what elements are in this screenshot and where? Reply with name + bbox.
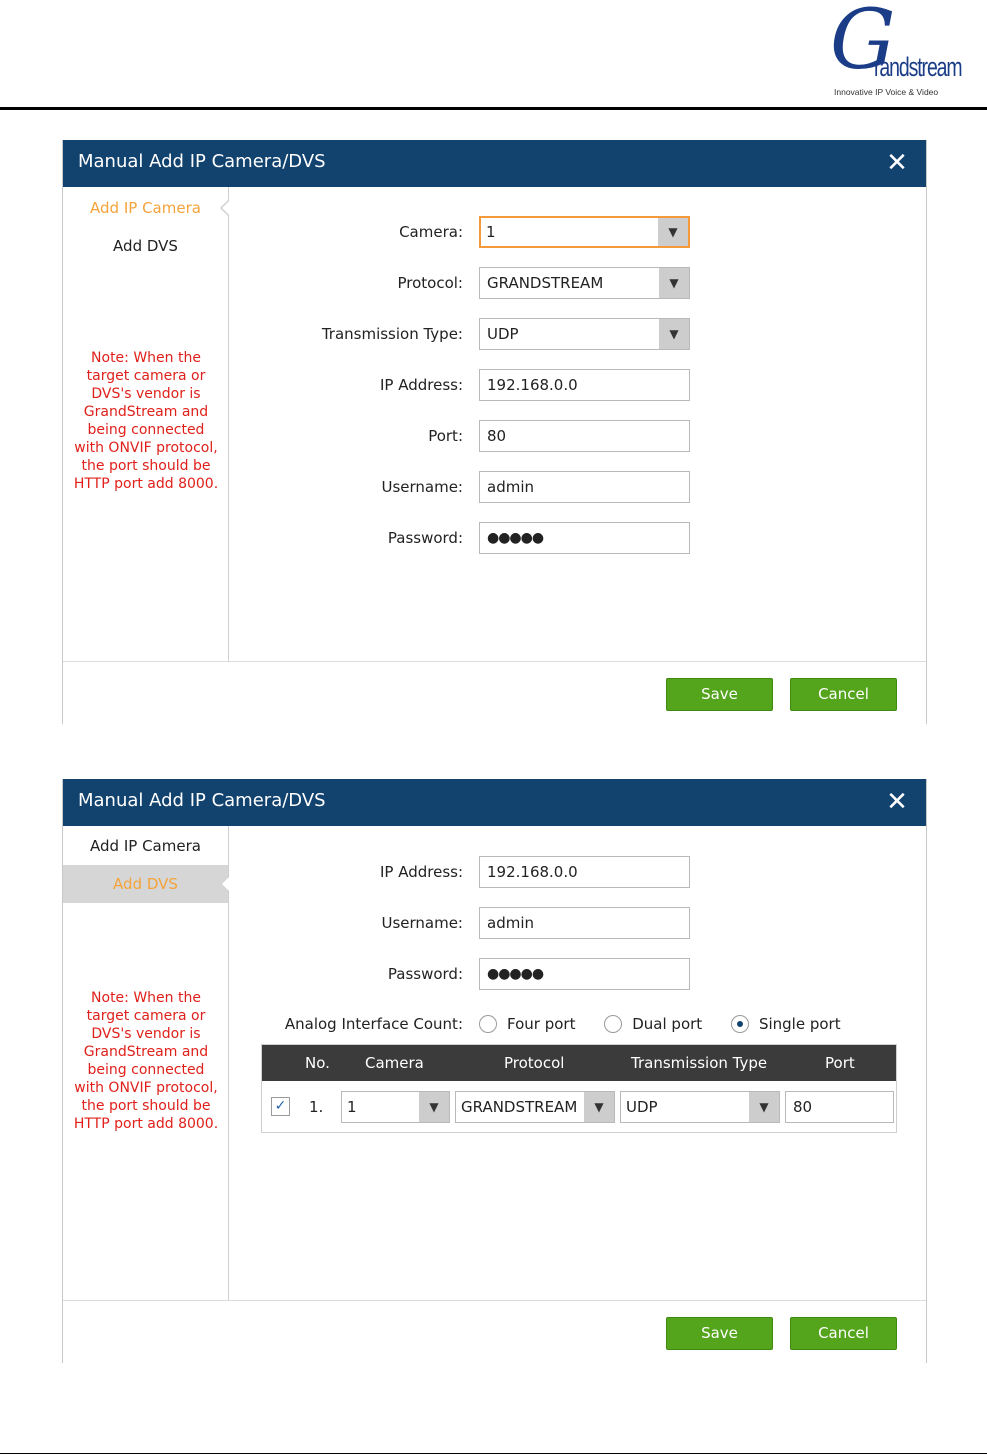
radio-checked-icon [731, 1015, 749, 1033]
logo-tagline: Innovative IP Voice & Video [834, 87, 939, 97]
camera-label: Camera: [399, 223, 463, 241]
radio-four-port[interactable] [479, 1008, 575, 1040]
row-transmission-value: UDP [626, 1098, 658, 1116]
ip-address-input[interactable]: 192.168.0.0 [479, 856, 690, 888]
username-input[interactable]: admin [479, 471, 690, 503]
row-camera-value: 1 [347, 1098, 357, 1116]
radio-single-port[interactable] [731, 1008, 841, 1040]
username-row [229, 471, 926, 503]
save-button[interactable]: Save [666, 678, 773, 711]
camera-row [229, 216, 926, 248]
vendor-note: Note: When the target camera or DVS's vendor is GrandStream and being connected with ONVIF protocol, the port should be HTTP port add 8000. [73, 350, 219, 492]
dialog-title-bar [63, 779, 926, 826]
column-header-port: Port [825, 1054, 855, 1072]
username-label: Username: [381, 914, 463, 932]
logo-wordmark: randstream [874, 52, 962, 82]
radio-unchecked-icon [604, 1015, 622, 1033]
radio-dual-port[interactable] [604, 1008, 702, 1040]
port-row [229, 420, 926, 452]
row-number: 1. [309, 1098, 324, 1116]
tab-add-dvs[interactable]: Add DVS [113, 237, 178, 255]
row-camera-select[interactable] [341, 1091, 450, 1123]
column-header-transmission: Transmission Type [631, 1054, 768, 1072]
dropdown-arrow-icon: ▼ [749, 1092, 779, 1122]
dropdown-arrow-icon: ▼ [419, 1092, 449, 1122]
analog-count-radio-group [479, 1008, 865, 1040]
ip-address-input[interactable]: 192.168.0.0 [479, 369, 690, 401]
dropdown-arrow-icon: ▼ [659, 319, 689, 349]
password-label: Password: [387, 529, 463, 547]
vendor-note: Note: When the target camera or DVS's vendor is GrandStream and being connected with ONVIF protocol, the port should be HTTP port add 8000. [73, 990, 219, 1132]
dropdown-arrow-icon: ▼ [658, 218, 688, 246]
tab-add-ip-camera[interactable]: Add IP Camera [90, 837, 201, 855]
ip-row [229, 369, 926, 401]
column-header-protocol: Protocol [504, 1054, 565, 1072]
dialog-sidebar [63, 187, 229, 661]
add-dvs-dialog [62, 779, 927, 1363]
tab-add-dvs[interactable]: Add DVS [63, 865, 228, 903]
ip-label: IP Address: [379, 863, 463, 881]
ip-row [229, 856, 926, 888]
protocol-label: Protocol: [397, 274, 463, 292]
column-header-camera: Camera [365, 1054, 424, 1072]
table-header [262, 1045, 896, 1081]
save-button[interactable]: Save [666, 1317, 773, 1350]
column-header-no: No. [305, 1054, 330, 1072]
close-icon[interactable]: ✕ [886, 148, 908, 178]
tab-add-ip-camera[interactable]: Add IP Camera [63, 189, 228, 227]
dialog-title: Manual Add IP Camera/DVS [78, 151, 326, 172]
radio-label: Dual port [632, 1015, 703, 1033]
check-icon: ✓ [274, 1098, 287, 1114]
password-input[interactable]: ●●●●● [479, 958, 690, 990]
radio-unchecked-icon [479, 1015, 497, 1033]
dialog-footer [63, 661, 926, 723]
cancel-button[interactable]: Cancel [790, 1317, 897, 1350]
dropdown-arrow-icon: ▼ [584, 1092, 614, 1122]
port-label: Port: [428, 427, 463, 445]
logo-letter: G [830, 0, 896, 88]
camera-value: 1 [486, 223, 496, 241]
table-row [262, 1081, 896, 1132]
cancel-button[interactable]: Cancel [790, 678, 897, 711]
transmission-row [229, 318, 926, 350]
port-input[interactable]: 80 [479, 420, 690, 452]
password-label: Password: [387, 965, 463, 983]
row-transmission-select[interactable] [620, 1091, 780, 1123]
protocol-row [229, 267, 926, 299]
dialog-footer [63, 1300, 926, 1362]
row-checkbox[interactable] [271, 1097, 290, 1116]
password-row [229, 522, 926, 554]
radio-label: Single port [758, 1015, 841, 1033]
username-label: Username: [381, 478, 463, 496]
dialog-sidebar [63, 826, 229, 1300]
camera-select[interactable] [479, 216, 690, 248]
dialog-title: Manual Add IP Camera/DVS [78, 790, 326, 811]
add-ip-camera-dialog [62, 140, 927, 724]
transmission-label: Transmission Type: [321, 325, 463, 343]
username-row [229, 907, 926, 939]
transmission-select[interactable] [479, 318, 690, 350]
close-icon[interactable]: ✕ [886, 787, 908, 817]
protocol-value: GRANDSTREAM [487, 274, 604, 292]
password-row [229, 958, 926, 990]
grandstream-logo [828, 0, 970, 100]
analog-count-row [229, 1008, 926, 1040]
dialog-title-bar [63, 140, 926, 187]
dropdown-arrow-icon: ▼ [659, 268, 689, 298]
protocol-select[interactable] [479, 267, 690, 299]
header-rule [0, 107, 987, 110]
footer-rule [0, 1453, 987, 1454]
password-input[interactable]: ●●●●● [479, 522, 690, 554]
analog-count-label: Analog Interface Count: [284, 1015, 463, 1033]
row-protocol-value: GRANDSTREAM [461, 1098, 578, 1116]
transmission-value: UDP [487, 325, 519, 343]
row-port-input[interactable]: 80 [785, 1091, 894, 1123]
ip-label: IP Address: [379, 376, 463, 394]
row-protocol-select[interactable] [455, 1091, 615, 1123]
username-input[interactable]: admin [479, 907, 690, 939]
channel-table [261, 1044, 897, 1133]
radio-label: Four port [507, 1015, 576, 1033]
